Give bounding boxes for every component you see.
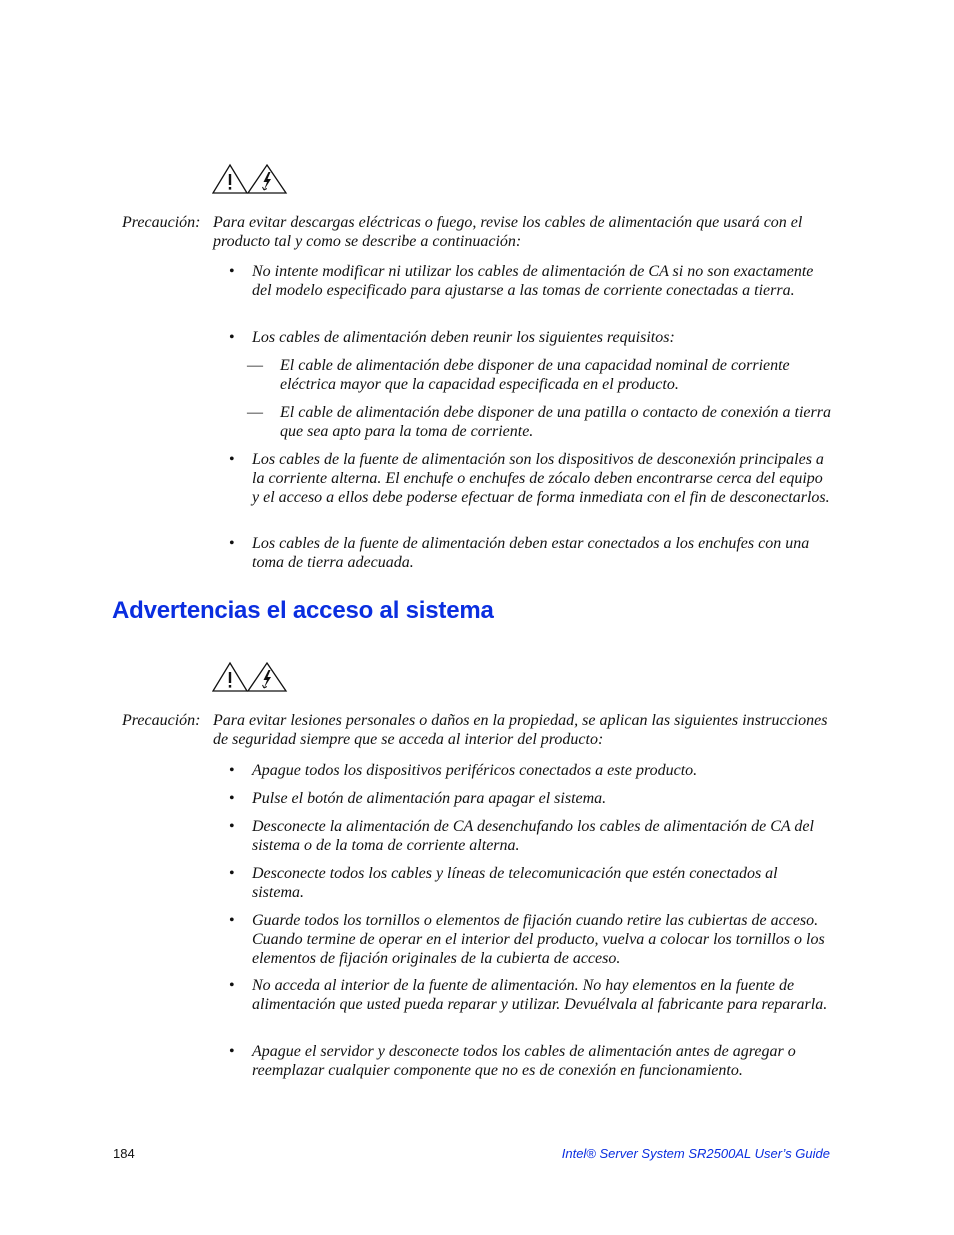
bullet-mark: •: [229, 329, 235, 346]
warning-icon: [213, 165, 247, 193]
electric-shock-icon: [248, 663, 286, 691]
list-item-text: No intente modificar ni utilizar los cables de alimentación de CA si no son exactamente del modelo especificado para ajustarse a las tomas de corriente conectadas a tierra.: [252, 263, 814, 299]
warning-icons-group: [212, 661, 292, 691]
bullet-mark: •: [229, 818, 235, 835]
list-item-text: No acceda al interior de la fuente de alimentación. No hay elementos en la fuente de alimentación que usted pueda reparar y utilizar. Devuélvala al fabricante para repararla.: [252, 977, 828, 1013]
caution-label: Precaución:: [122, 214, 201, 231]
bullet-mark: •: [229, 762, 235, 779]
list-item-text: Pulse el botón de alimentación para apagar el sistema.: [252, 790, 607, 807]
list-item-text: Apague todos los dispositivos periféricos conectados a este producto.: [252, 762, 698, 779]
bullet-mark: •: [229, 263, 235, 280]
bullet-mark: •: [229, 912, 235, 929]
bullet-mark: •: [229, 790, 235, 807]
list-item-text: Guarde todos los tornillos o elementos de fijación cuando retire las cubiertas de acceso. Cuando termine de operar en el interior del producto, vuelva a colocar los tornillos o los elementos de fijación originales de la cubierta de acceso.: [252, 912, 825, 967]
caution-text: Para evitar descargas eléctricas o fuego, revise los cables de alimentación que usará con el producto tal y como se describe a continuación:: [213, 214, 803, 250]
bullet-mark: •: [229, 451, 235, 468]
sub-list-item-text: El cable de alimentación debe disponer de una capacidad nominal de corriente eléctrica mayor que la capacidad especificada en el producto.: [280, 357, 790, 393]
dash-mark: —: [247, 357, 263, 374]
list-item-text: Desconecte la alimentación de CA desenchufando los cables de alimentación de CA del sistema o de la toma de corriente alterna.: [252, 818, 814, 854]
list-item-text: Desconecte todos los cables y líneas de telecomunicación que estén conectados al sistema.: [252, 865, 778, 901]
list-item-text: Los cables de la fuente de alimentación deben estar conectados a los enchufes con una toma de tierra adecuada.: [252, 535, 810, 571]
bullet-mark: •: [229, 1043, 235, 1060]
bullet-mark: •: [229, 535, 235, 552]
bullet-mark: •: [229, 977, 235, 994]
caution-text: Para evitar lesiones personales o daños en la propiedad, se aplican las siguientes instrucciones de seguridad siempre que se acceda al interior del producto:: [213, 712, 828, 748]
list-item-text: Los cables de la fuente de alimentación son los dispositivos de desconexión principales a la corriente alterna. El enchufe o enchufes de zócalo deben encontrarse cerca del equipo y el acceso a ellos debe poderse efectuar de forma inmediata con el fin de desconectarlos.: [252, 451, 830, 506]
electric-shock-icon: [248, 165, 286, 193]
list-item-text: Apague el servidor y desconecte todos los cables de alimentación antes de agregar o reemplazar cualquier componente que no es de conexión en funcionamiento.: [252, 1043, 796, 1079]
caution-label: Precaución:: [122, 712, 201, 729]
section-heading: Advertencias el acceso al sistema: [112, 597, 494, 624]
warning-icons-group: [212, 163, 292, 193]
page-number: 184: [113, 1146, 135, 1161]
footer-document-title: Intel® Server System SR2500AL User’s Guide: [561, 1146, 830, 1161]
list-item-text: Los cables de alimentación deben reunir los siguientes requisitos:: [252, 329, 675, 346]
sub-list-item-text: El cable de alimentación debe disponer de una patilla o contacto de conexión a tierra que sea apto para la toma de corriente.: [280, 404, 831, 440]
warning-icon: [213, 663, 247, 691]
bullet-mark: •: [229, 865, 235, 882]
dash-mark: —: [247, 404, 263, 421]
